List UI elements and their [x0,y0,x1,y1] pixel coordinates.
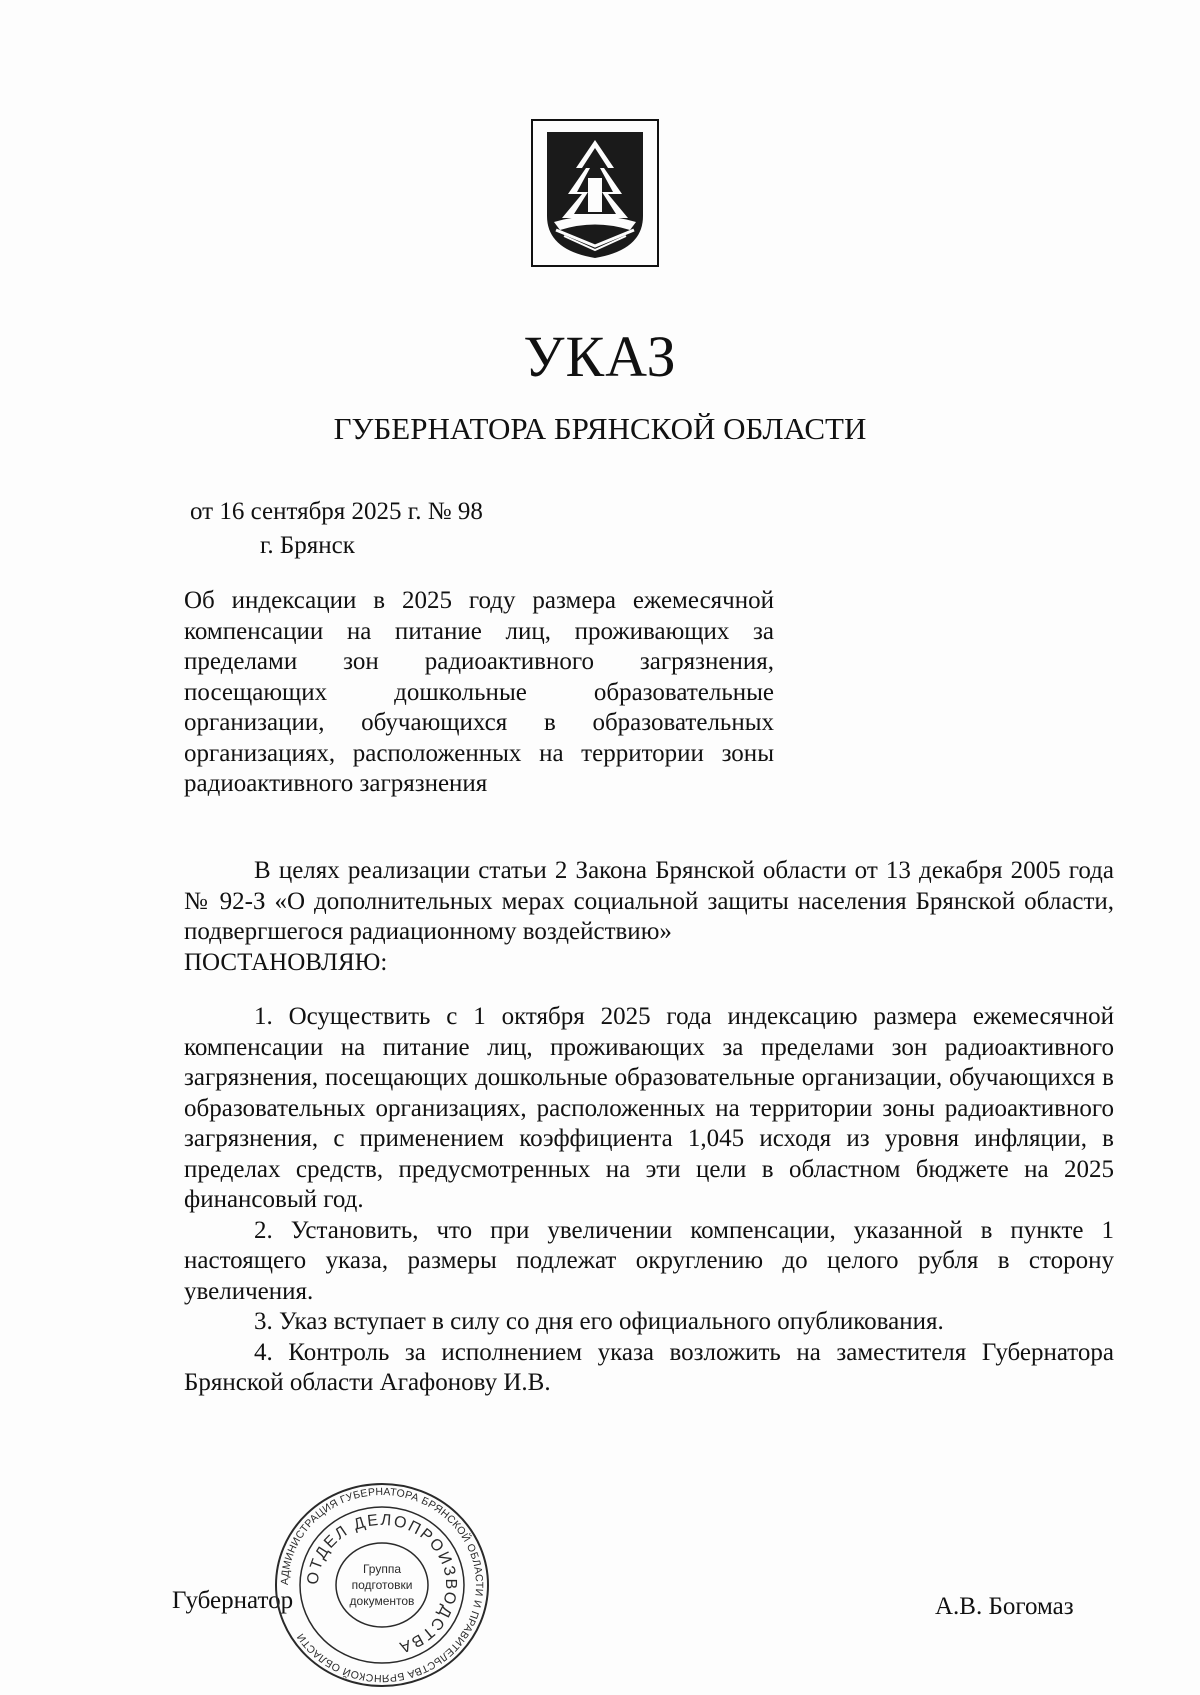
decree-item-2: 2. Установить, что при увеличении компенсации, указанной в пункте 1 настоящего указа, размеры подлежат округлению до целого рубля в сторону увеличения. [184,1216,1114,1305]
stamp-center-line-2: подготовки [351,1578,413,1592]
decree-item-3: 3. Указ вступает в силу со дня его официального опубликования. [254,1308,944,1335]
decree-item-1: 1. Осуществить с 1 октября 2025 года индексацию размера ежемесячной компенсации на питание лиц, проживающих за пределами зон радиоактивного загрязнения, посещающих дошкольные образовательные организации, обучающихся в образовательных организациях, расположенных на территории зоны радиоактивного загрязнения, с применением коэффициента 1,045 исходя из уровня инфляции, в пределах средств, предусмотренных на эти цели в областном бюджете на 2025 финансовый год. [184,1003,1114,1213]
document-date-number: от 16 сентября 2025 г. № 98 [190,498,483,525]
stamp-center-line-1: Группа [362,1562,402,1576]
document-title: УКАЗ [523,324,677,389]
decree-item-4: 4. Контроль за исполнением указа возложить на заместителя Губернатора Брянской области Агафонову И.В. [184,1338,1114,1396]
stamp-center-line-3: документов [349,1594,415,1608]
document-body [184,856,1114,1399]
document-city: г. Брянск [260,532,355,559]
document-subject: Об индексации в 2025 году размера ежемесячной компенсации на питание лиц, проживающих за пределами зон радиоактивного загрязнения, посещающих дошкольные образовательные организации, обучающихся в образовательных организациях, расположенных на территории зоны радиоактивного загрязнения [184,587,774,797]
decree-word: ПОСТАНОВЛЯЮ: [184,948,388,976]
stamp-inner-ring-text: ОТДЕЛ ДЕЛОПРОИЗВОДСТВА [304,1511,460,1657]
preamble-paragraph: В целях реализации статьи 2 Закона Брянской области от 13 декабря 2005 года № 92-З «О дополнительных мерах социальной защиты населения Брянской области, подвергшегося радиационному воздействию» [184,857,1114,945]
document-subtitle: ГУБЕРНАТОРА БРЯНСКОЙ ОБЛАСТИ [333,411,867,446]
bryansk-coat-of-arms-icon [530,118,660,268]
signature-name: А.В. Богомаз [935,1593,1074,1620]
stamp-outer-ring-text: АДМИНИСТРАЦИЯ ГУБЕРНАТОРА БРЯНСКОЙ ОБЛАСТИ И ПРАВИТЕЛЬСТВА БРЯНСКОЙ ОБЛАСТИ [278,1485,486,1685]
official-stamp [272,1480,492,1690]
signature-role: Губернатор [172,1587,294,1614]
